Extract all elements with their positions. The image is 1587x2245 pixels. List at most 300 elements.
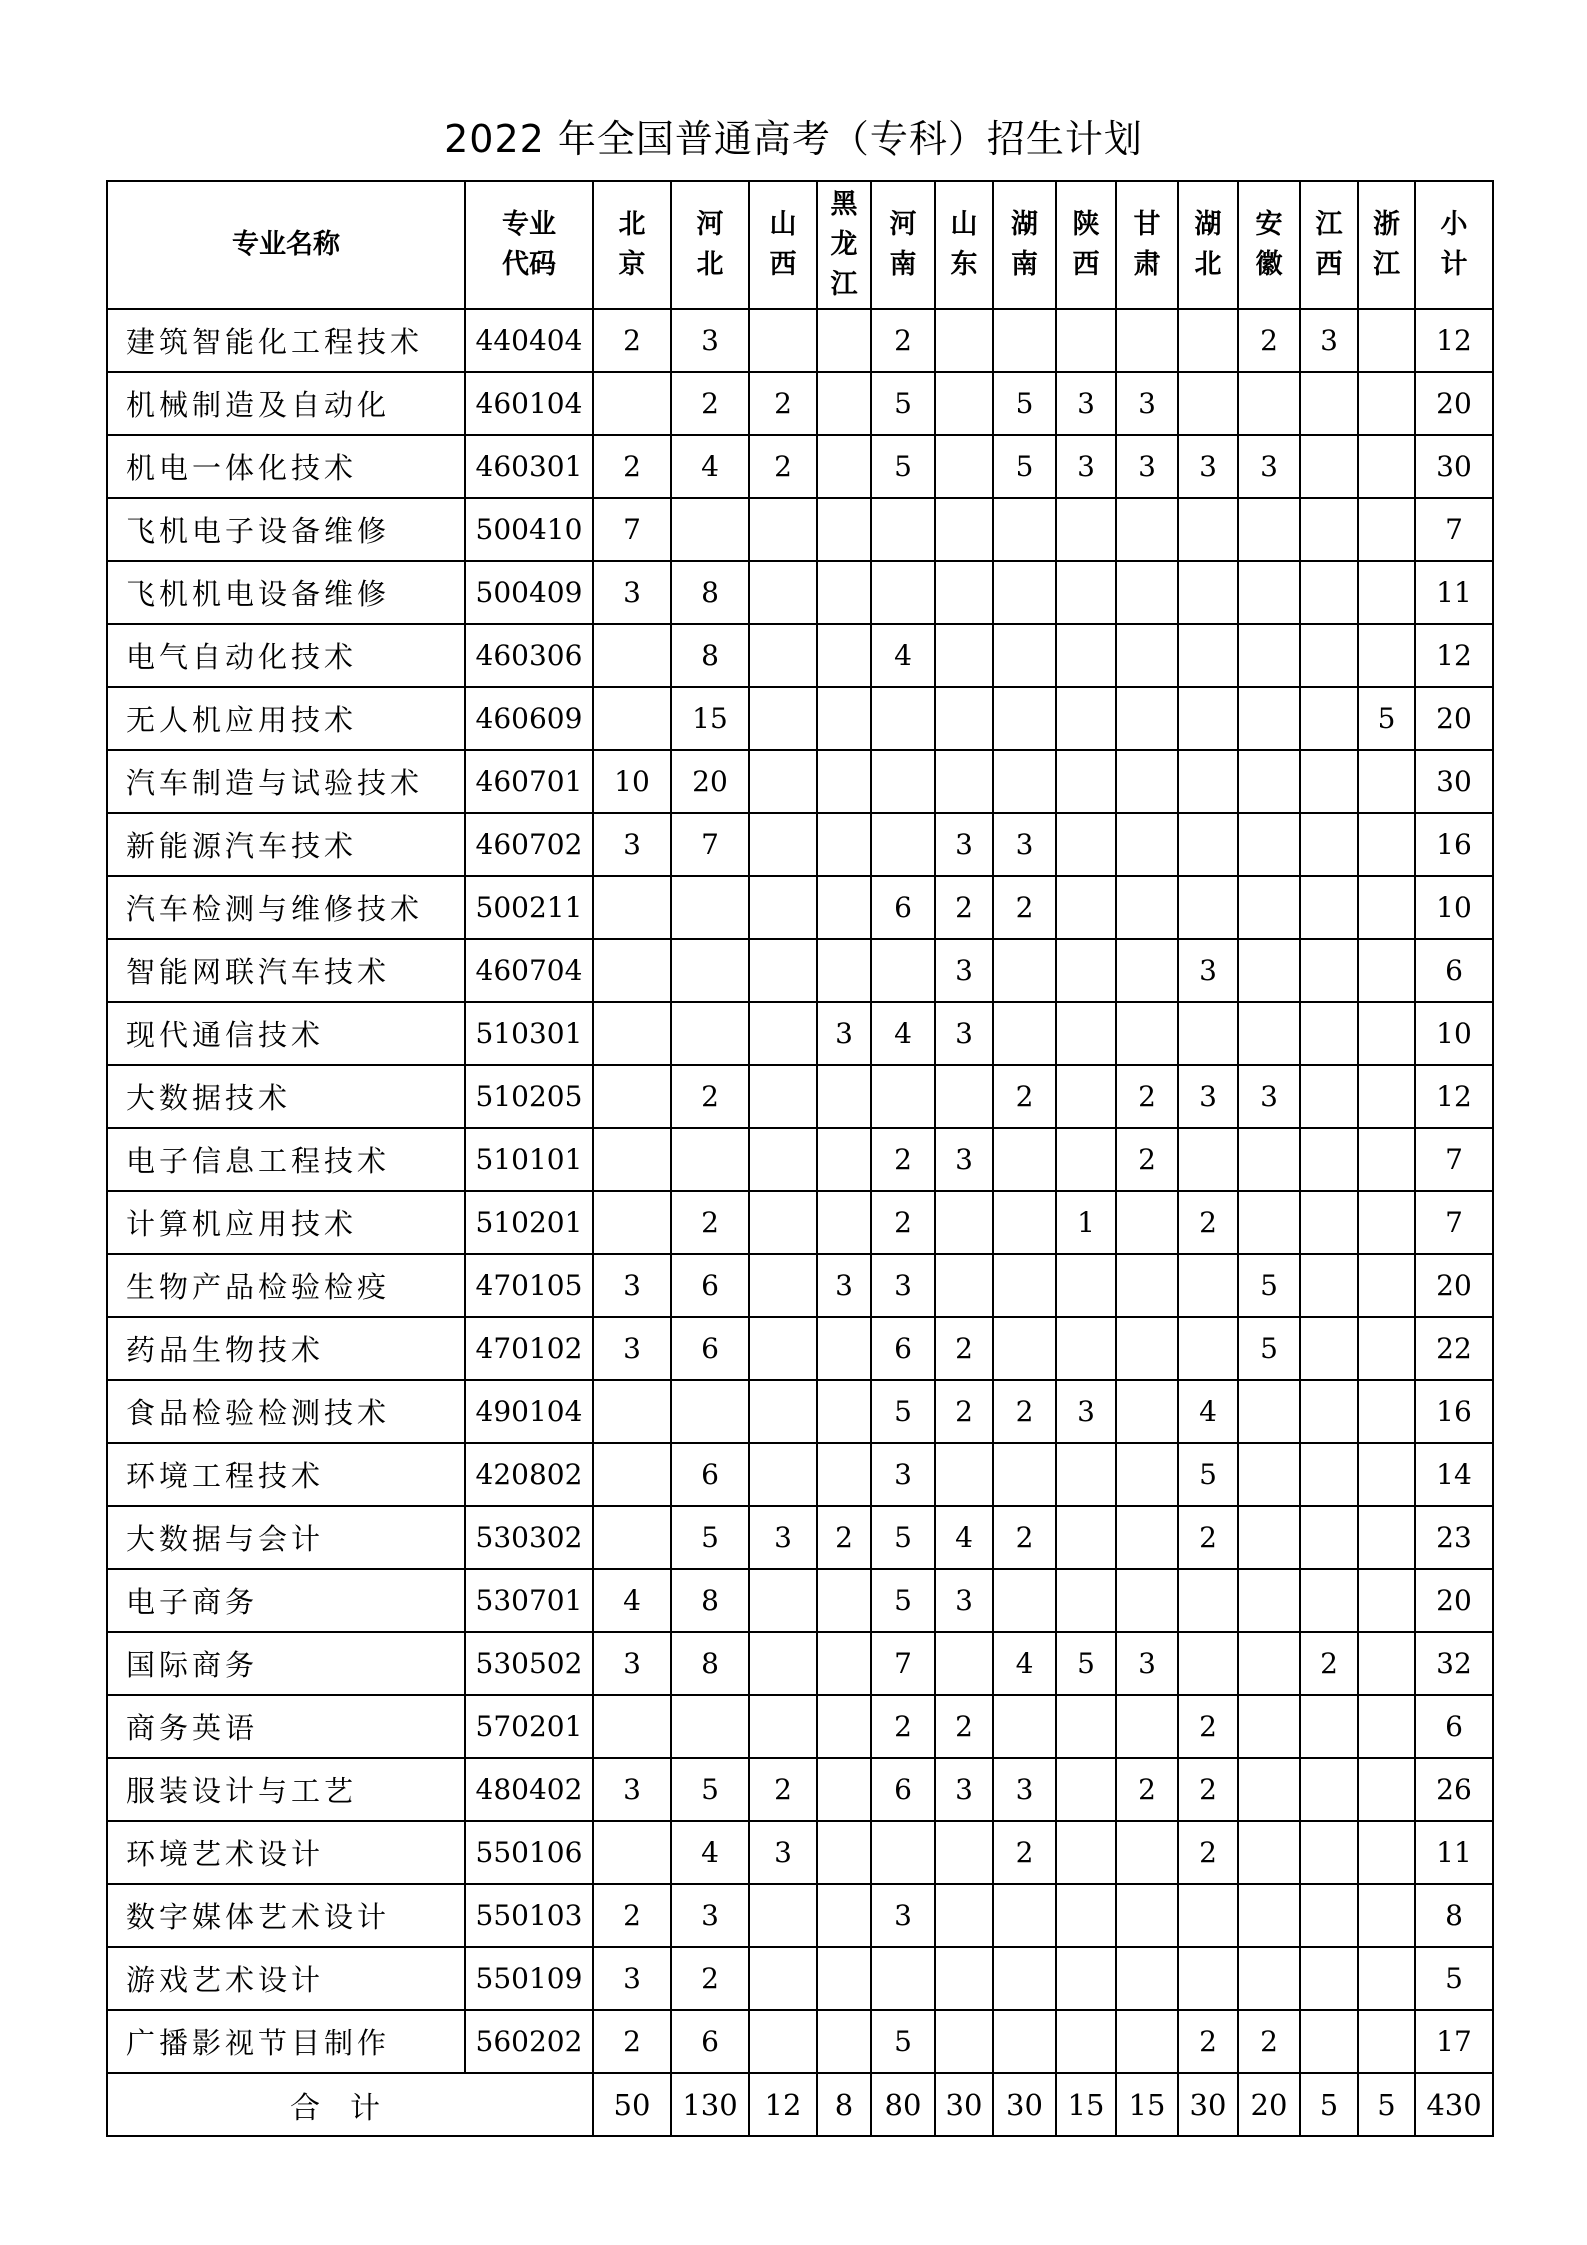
major-code-cell: 550103	[465, 1884, 593, 1947]
major-name-cell: 无人机应用技术	[107, 687, 465, 750]
quota-cell: 5	[871, 1380, 935, 1443]
table-row	[107, 1695, 1493, 1758]
quota-cell: 2	[993, 1506, 1056, 1569]
quota-cell	[1300, 1443, 1358, 1506]
quota-cell	[1056, 813, 1116, 876]
quota-cell	[1300, 750, 1358, 813]
total-quota-cell: 20	[1238, 2073, 1300, 2136]
quota-cell	[817, 1947, 871, 2010]
subtotal-cell: 7	[1415, 1191, 1493, 1254]
quota-cell	[871, 939, 935, 1002]
quota-cell	[749, 498, 817, 561]
quota-cell	[1116, 750, 1178, 813]
quota-cell	[1358, 750, 1415, 813]
quota-cell: 3	[935, 1758, 993, 1821]
subtotal-cell: 11	[1415, 561, 1493, 624]
quota-cell	[1178, 372, 1238, 435]
major-name-cell: 食品检验检测技术	[107, 1380, 465, 1443]
quota-cell	[749, 1884, 817, 1947]
quota-cell	[1300, 1254, 1358, 1317]
quota-cell	[1358, 1317, 1415, 1380]
total-quota-cell: 8	[817, 2073, 871, 2136]
major-code-cell: 510101	[465, 1128, 593, 1191]
quota-cell	[1116, 1317, 1178, 1380]
quota-cell	[1358, 1758, 1415, 1821]
quota-cell	[993, 687, 1056, 750]
table-body	[107, 309, 1493, 2073]
quota-cell	[1358, 1002, 1415, 1065]
quota-cell: 2	[871, 309, 935, 372]
quota-cell: 3	[593, 1758, 671, 1821]
quota-cell: 3	[593, 813, 671, 876]
quota-cell: 8	[671, 1569, 749, 1632]
quota-cell	[1300, 1065, 1358, 1128]
quota-cell: 4	[935, 1506, 993, 1569]
quota-cell	[871, 1947, 935, 2010]
quota-cell: 3	[1056, 1380, 1116, 1443]
quota-cell	[871, 687, 935, 750]
quota-cell	[993, 939, 1056, 1002]
major-name-cell: 计算机应用技术	[107, 1191, 465, 1254]
quota-cell	[1116, 1947, 1178, 2010]
quota-cell	[935, 1947, 993, 2010]
quota-cell	[817, 687, 871, 750]
quota-cell	[935, 1191, 993, 1254]
quota-cell: 2	[871, 1191, 935, 1254]
quota-cell	[1238, 1632, 1300, 1695]
quota-cell	[993, 1695, 1056, 1758]
quota-cell	[1116, 309, 1178, 372]
quota-cell: 2	[935, 1380, 993, 1443]
quota-cell: 2	[749, 372, 817, 435]
major-code-cell: 510301	[465, 1002, 593, 1065]
quota-cell	[749, 1065, 817, 1128]
quota-cell	[1238, 561, 1300, 624]
quota-cell	[593, 624, 671, 687]
major-code-cell: 500211	[465, 876, 593, 939]
header-province: 北京	[593, 181, 671, 309]
quota-cell	[1056, 939, 1116, 1002]
quota-cell	[1116, 1254, 1178, 1317]
quota-cell: 3	[671, 1884, 749, 1947]
total-quota-cell: 130	[671, 2073, 749, 2136]
table-row	[107, 1065, 1493, 1128]
quota-cell: 5	[871, 372, 935, 435]
quota-cell	[817, 498, 871, 561]
major-code-cell: 510201	[465, 1191, 593, 1254]
quota-cell	[1358, 372, 1415, 435]
quota-cell	[1056, 750, 1116, 813]
table-row	[107, 435, 1493, 498]
quota-cell: 2	[1116, 1065, 1178, 1128]
quota-cell	[593, 372, 671, 435]
table-row	[107, 1380, 1493, 1443]
quota-cell	[1056, 1065, 1116, 1128]
quota-cell	[1300, 1758, 1358, 1821]
quota-cell: 3	[593, 1317, 671, 1380]
quota-cell	[1178, 1632, 1238, 1695]
subtotal-cell: 20	[1415, 1254, 1493, 1317]
quota-cell	[749, 687, 817, 750]
header-province: 山东	[935, 181, 993, 309]
quota-cell: 2	[671, 372, 749, 435]
total-quota-cell: 15	[1056, 2073, 1116, 2136]
quota-cell	[593, 1128, 671, 1191]
table-row	[107, 1632, 1493, 1695]
quota-cell	[935, 1443, 993, 1506]
quota-cell	[1358, 309, 1415, 372]
quota-cell	[1300, 939, 1358, 1002]
quota-cell	[817, 1569, 871, 1632]
quota-cell	[1116, 1569, 1178, 1632]
quota-cell	[935, 1821, 993, 1884]
quota-cell	[1358, 1821, 1415, 1884]
major-code-cell: 460701	[465, 750, 593, 813]
quota-cell	[1300, 1191, 1358, 1254]
quota-cell: 3	[817, 1002, 871, 1065]
quota-cell	[817, 813, 871, 876]
table-row	[107, 813, 1493, 876]
quota-cell: 3	[871, 1254, 935, 1317]
enrollment-plan-table	[106, 180, 1494, 2137]
major-code-cell: 460704	[465, 939, 593, 1002]
quota-cell: 2	[1300, 1632, 1358, 1695]
quota-cell	[1116, 1821, 1178, 1884]
quota-cell	[935, 1884, 993, 1947]
quota-cell	[1116, 2010, 1178, 2073]
quota-cell	[1178, 750, 1238, 813]
quota-cell: 3	[1178, 939, 1238, 1002]
quota-cell	[935, 687, 993, 750]
quota-cell	[1178, 687, 1238, 750]
quota-cell: 2	[593, 309, 671, 372]
quota-cell	[993, 1128, 1056, 1191]
major-code-cell: 550109	[465, 1947, 593, 2010]
quota-cell	[1116, 813, 1178, 876]
table-row	[107, 309, 1493, 372]
quota-cell	[1300, 1128, 1358, 1191]
quota-cell	[1056, 1002, 1116, 1065]
quota-cell: 3	[1116, 1632, 1178, 1695]
total-quota-cell: 50	[593, 2073, 671, 2136]
quota-cell: 3	[1300, 309, 1358, 372]
quota-cell	[1116, 1191, 1178, 1254]
major-name-cell: 智能网联汽车技术	[107, 939, 465, 1002]
major-code-cell: 510205	[465, 1065, 593, 1128]
quota-cell: 3	[817, 1254, 871, 1317]
quota-cell: 5	[1238, 1254, 1300, 1317]
quota-cell	[1358, 813, 1415, 876]
quota-cell: 3	[671, 309, 749, 372]
quota-cell: 6	[871, 1317, 935, 1380]
quota-cell	[1178, 1884, 1238, 1947]
quota-cell	[593, 1443, 671, 1506]
major-name-cell: 环境艺术设计	[107, 1821, 465, 1884]
subtotal-cell: 6	[1415, 939, 1493, 1002]
quota-cell	[1358, 1065, 1415, 1128]
quota-cell	[749, 1002, 817, 1065]
table-row	[107, 1254, 1493, 1317]
quota-cell	[1300, 1002, 1358, 1065]
quota-cell: 3	[593, 1632, 671, 1695]
quota-cell	[1300, 561, 1358, 624]
quota-cell: 3	[935, 1002, 993, 1065]
major-name-cell: 数字媒体艺术设计	[107, 1884, 465, 1947]
quota-cell: 2	[1238, 309, 1300, 372]
subtotal-cell: 17	[1415, 2010, 1493, 2073]
quota-cell	[1056, 1695, 1116, 1758]
quota-cell: 5	[871, 435, 935, 498]
subtotal-cell: 22	[1415, 1317, 1493, 1380]
quota-cell	[817, 1821, 871, 1884]
quota-cell: 3	[593, 1947, 671, 2010]
major-code-cell: 530302	[465, 1506, 593, 1569]
quota-cell	[1116, 1443, 1178, 1506]
quota-cell: 2	[593, 1884, 671, 1947]
quota-cell: 8	[671, 1632, 749, 1695]
quota-cell: 2	[1178, 2010, 1238, 2073]
major-code-cell: 490104	[465, 1380, 593, 1443]
table-row	[107, 1317, 1493, 1380]
quota-cell	[871, 813, 935, 876]
quota-cell	[1056, 1254, 1116, 1317]
table-row	[107, 1191, 1493, 1254]
major-code-cell: 500409	[465, 561, 593, 624]
quota-cell	[671, 939, 749, 1002]
quota-cell	[1056, 1569, 1116, 1632]
total-quota-cell: 30	[935, 2073, 993, 2136]
quota-cell	[1358, 1569, 1415, 1632]
quota-cell: 3	[593, 561, 671, 624]
quota-cell	[993, 1191, 1056, 1254]
quota-cell	[749, 1947, 817, 2010]
table-row	[107, 687, 1493, 750]
quota-cell: 8	[671, 624, 749, 687]
quota-cell	[1238, 1569, 1300, 1632]
quota-cell	[749, 2010, 817, 2073]
quota-cell	[1238, 1947, 1300, 2010]
quota-cell: 5	[1358, 687, 1415, 750]
quota-cell	[1238, 1821, 1300, 1884]
quota-cell	[1056, 1128, 1116, 1191]
quota-cell	[935, 2010, 993, 2073]
quota-cell	[1238, 1884, 1300, 1947]
major-name-cell: 游戏艺术设计	[107, 1947, 465, 2010]
quota-cell: 6	[871, 876, 935, 939]
quota-cell	[1056, 561, 1116, 624]
quota-cell	[993, 1947, 1056, 2010]
quota-cell	[993, 624, 1056, 687]
quota-cell: 4	[993, 1632, 1056, 1695]
quota-cell	[1358, 1443, 1415, 1506]
quota-cell	[1056, 876, 1116, 939]
quota-cell	[1116, 498, 1178, 561]
quota-cell: 2	[1178, 1191, 1238, 1254]
quota-cell	[1238, 1758, 1300, 1821]
header-province: 安徽	[1238, 181, 1300, 309]
quota-cell	[935, 750, 993, 813]
quota-cell: 3	[935, 1128, 993, 1191]
quota-cell: 3	[749, 1506, 817, 1569]
major-code-cell: 420802	[465, 1443, 593, 1506]
quota-cell	[1116, 1506, 1178, 1569]
quota-cell: 3	[871, 1443, 935, 1506]
quota-cell	[1238, 1380, 1300, 1443]
quota-cell: 3	[1056, 435, 1116, 498]
header-province: 山西	[749, 181, 817, 309]
quota-cell	[1056, 1317, 1116, 1380]
quota-cell: 4	[871, 1002, 935, 1065]
quota-cell	[1116, 1380, 1178, 1443]
subtotal-cell: 12	[1415, 309, 1493, 372]
quota-cell	[749, 1128, 817, 1191]
subtotal-cell: 7	[1415, 498, 1493, 561]
quota-cell: 3	[1056, 372, 1116, 435]
table-row	[107, 1002, 1493, 1065]
header-province: 湖北	[1178, 181, 1238, 309]
quota-cell	[1238, 1191, 1300, 1254]
quota-cell: 3	[993, 1758, 1056, 1821]
quota-cell: 2	[1178, 1506, 1238, 1569]
quota-cell: 2	[993, 876, 1056, 939]
quota-cell	[749, 624, 817, 687]
quota-cell	[1178, 309, 1238, 372]
quota-cell	[1116, 939, 1178, 1002]
quota-cell: 5	[993, 372, 1056, 435]
quota-cell	[993, 1884, 1056, 1947]
quota-cell	[1238, 750, 1300, 813]
quota-cell: 2	[935, 1695, 993, 1758]
quota-cell	[1358, 2010, 1415, 2073]
header-major-name: 专业名称	[107, 181, 465, 309]
quota-cell	[749, 1191, 817, 1254]
table-row	[107, 939, 1493, 1002]
quota-cell	[1300, 498, 1358, 561]
quota-cell	[993, 2010, 1056, 2073]
quota-cell	[993, 1254, 1056, 1317]
subtotal-cell: 12	[1415, 624, 1493, 687]
table-row	[107, 372, 1493, 435]
quota-cell	[1300, 372, 1358, 435]
quota-cell	[871, 498, 935, 561]
quota-cell: 3	[871, 1884, 935, 1947]
table-header	[107, 181, 1493, 309]
quota-cell	[671, 1380, 749, 1443]
quota-cell	[935, 435, 993, 498]
quota-cell	[1238, 939, 1300, 1002]
subtotal-cell: 11	[1415, 1821, 1493, 1884]
quota-cell: 2	[671, 1065, 749, 1128]
quota-cell	[1056, 687, 1116, 750]
quota-cell	[1358, 876, 1415, 939]
quota-cell	[749, 1695, 817, 1758]
header-province: 陕西	[1056, 181, 1116, 309]
quota-cell	[593, 1065, 671, 1128]
page-title: 2022 年全国普通高考（专科）招生计划	[444, 117, 1143, 161]
subtotal-cell: 16	[1415, 813, 1493, 876]
quota-cell	[1300, 435, 1358, 498]
quota-cell	[1116, 1884, 1178, 1947]
quota-cell: 2	[671, 1947, 749, 2010]
major-name-cell: 环境工程技术	[107, 1443, 465, 1506]
quota-cell	[1300, 1947, 1358, 2010]
quota-cell	[817, 1443, 871, 1506]
quota-cell: 3	[1178, 1065, 1238, 1128]
major-name-cell: 飞机机电设备维修	[107, 561, 465, 624]
quota-cell: 2	[1116, 1758, 1178, 1821]
major-name-cell: 药品生物技术	[107, 1317, 465, 1380]
quota-cell	[1056, 1506, 1116, 1569]
quota-cell	[749, 813, 817, 876]
quota-cell: 3	[935, 1569, 993, 1632]
quota-cell: 5	[871, 1569, 935, 1632]
quota-cell: 3	[1178, 435, 1238, 498]
quota-cell	[749, 309, 817, 372]
table-row	[107, 1884, 1493, 1947]
quota-cell: 2	[871, 1128, 935, 1191]
quota-cell	[671, 498, 749, 561]
major-name-cell: 汽车检测与维修技术	[107, 876, 465, 939]
quota-cell	[593, 1821, 671, 1884]
table-row	[107, 561, 1493, 624]
quota-cell	[1300, 1695, 1358, 1758]
quota-cell	[1056, 2010, 1116, 2073]
quota-cell	[671, 1002, 749, 1065]
total-quota-cell: 12	[749, 2073, 817, 2136]
quota-cell	[1358, 1695, 1415, 1758]
major-name-cell: 机电一体化技术	[107, 435, 465, 498]
quota-cell	[1116, 1695, 1178, 1758]
total-quota-cell: 15	[1116, 2073, 1178, 2136]
quota-cell: 5	[1178, 1443, 1238, 1506]
quota-cell: 5	[671, 1506, 749, 1569]
quota-cell	[593, 1380, 671, 1443]
quota-cell	[993, 1317, 1056, 1380]
table-row	[107, 498, 1493, 561]
quota-cell: 20	[671, 750, 749, 813]
major-name-cell: 服装设计与工艺	[107, 1758, 465, 1821]
major-name-cell: 机械制造及自动化	[107, 372, 465, 435]
total-label: 合计	[107, 2073, 593, 2136]
quota-cell	[935, 561, 993, 624]
table-footer	[107, 2073, 1493, 2136]
major-name-cell: 建筑智能化工程技术	[107, 309, 465, 372]
quota-cell	[1178, 561, 1238, 624]
subtotal-cell: 26	[1415, 1758, 1493, 1821]
quota-cell	[817, 1191, 871, 1254]
header-province: 甘肃	[1116, 181, 1178, 309]
quota-cell	[1178, 876, 1238, 939]
quota-cell	[817, 2010, 871, 2073]
major-code-cell: 460702	[465, 813, 593, 876]
quota-cell: 2	[593, 435, 671, 498]
major-name-cell: 汽车制造与试验技术	[107, 750, 465, 813]
major-code-cell: 460104	[465, 372, 593, 435]
quota-cell: 4	[1178, 1380, 1238, 1443]
quota-cell	[1300, 876, 1358, 939]
major-code-cell: 460609	[465, 687, 593, 750]
quota-cell	[1358, 1632, 1415, 1695]
quota-cell: 3	[593, 1254, 671, 1317]
quota-cell	[1178, 1317, 1238, 1380]
quota-cell	[1300, 1317, 1358, 1380]
quota-cell	[1358, 435, 1415, 498]
quota-cell	[817, 876, 871, 939]
header-province: 河北	[671, 181, 749, 309]
quota-cell	[1178, 1254, 1238, 1317]
quota-cell: 2	[935, 1317, 993, 1380]
quota-cell	[1300, 813, 1358, 876]
